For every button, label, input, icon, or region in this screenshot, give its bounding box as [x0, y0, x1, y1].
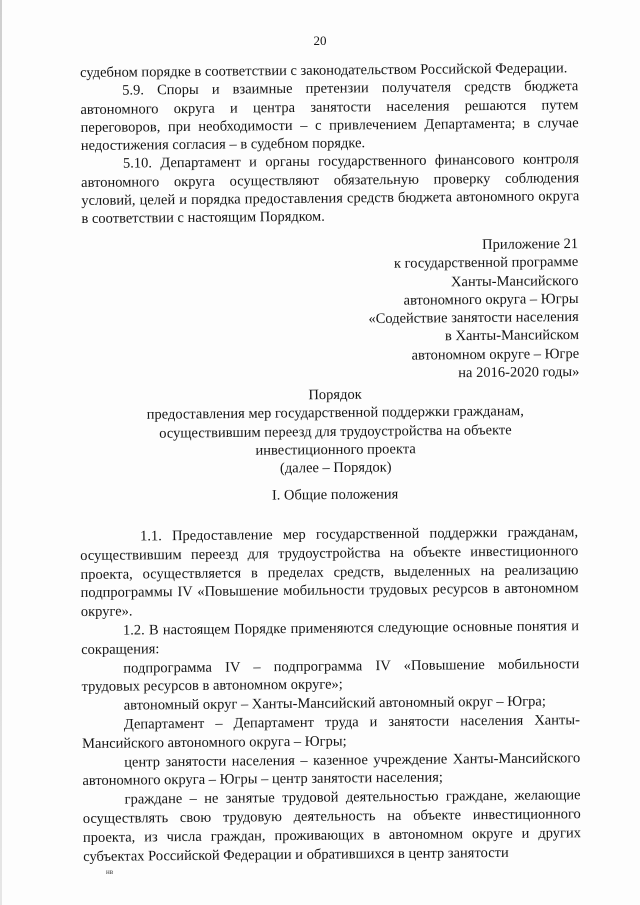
scan-edge	[0, 0, 2, 905]
title-line: инвестиционного проекта	[255, 441, 416, 459]
title-line: осуществившим переезд для трудоустройства на объекте	[159, 421, 512, 442]
definition-citizens: граждане – не занятые трудовой деятельностью граждане, желающие осуществлять свою трудовую деятельность на объекте инвестиционного проекта, из числа граждан, проживающих в автономном округе и других субъектах Российской Федерации и обратившихся в центр занятости	[82, 787, 582, 865]
definition-department: Департамент – Департамент труда и занятости населения Ханты-Мансийского автономного округа – Югры;	[81, 712, 580, 752]
top-paragraphs	[80, 59, 580, 228]
section-heading: I. Общие положения	[271, 486, 399, 504]
title-line: Порядок	[308, 386, 362, 404]
paragraph-5-9: 5.9. Споры и взаимные претензии получателя средств бюджета автономного округа и центра занятости населения решаются путем переговоров, при необходимости – с привлечением Департамента; в случае недостижения согласия – в судебном порядке.	[80, 78, 579, 155]
footer-mark: нв	[106, 868, 114, 876]
appendix-line: автономном округе – Югре	[411, 345, 580, 364]
appendix-line: на 2016-2020 годы»	[458, 364, 580, 382]
paragraph-1-1: 1.1. Предоставление мер государственной поддержки гражданам, осуществившим переезд для трудоустройства на объекте инвестиционного проекта, осуществляется в пределах средств, выделенных на реализацию подпрограммы IV «Повышение мобильности трудовых ресурсов в автономном округе».	[80, 524, 579, 621]
page-number: 20	[313, 33, 327, 48]
paragraph-1-2: 1.2. В настоящем Порядке применяются следующие основные понятия и сокращения:	[81, 618, 580, 658]
title-line: предоставления мер государственной поддержки гражданам,	[146, 403, 524, 424]
definition-employment-center: центр занятости населения – казенное учреждение Ханты-Мансийского автономного округа – Югры – центр занятости населения;	[82, 749, 581, 790]
appendix-line: Ханты-Мансийского	[450, 272, 579, 290]
body-paragraphs	[80, 523, 581, 866]
appendix-header	[278, 235, 579, 384]
definition-okrug: автономный округ – Ханты-Мансийский автономный округ – Югра;	[123, 693, 546, 714]
appendix-line: в Ханты-Мансийском	[444, 327, 580, 345]
appendix-line: «Содействие занятости населения	[368, 309, 579, 328]
paragraph: судебном порядке в соответствии с законодательством Российской Федерации.	[80, 60, 568, 81]
title-line: (далее – Порядок)	[279, 459, 392, 477]
appendix-line: к государственной программе	[393, 254, 579, 273]
appendix-line: Приложение 21	[482, 235, 579, 253]
appendix-line: автономного округа – Югры	[403, 290, 579, 309]
definition-subprogram: подпрограмма IV – подпрограмма IV «Повышение мобильности трудовых ресурсов в автономном округе»;	[81, 655, 580, 696]
document-title	[90, 384, 581, 480]
paragraph-5-10: 5.10. Департамент и органы государственного финансового контроля автономного округа осуществляют обязательную проверку соблюдения условий, целей и порядка предоставления средств бюджета автономного округа в соответствии с настоящим Порядком.	[81, 151, 580, 228]
